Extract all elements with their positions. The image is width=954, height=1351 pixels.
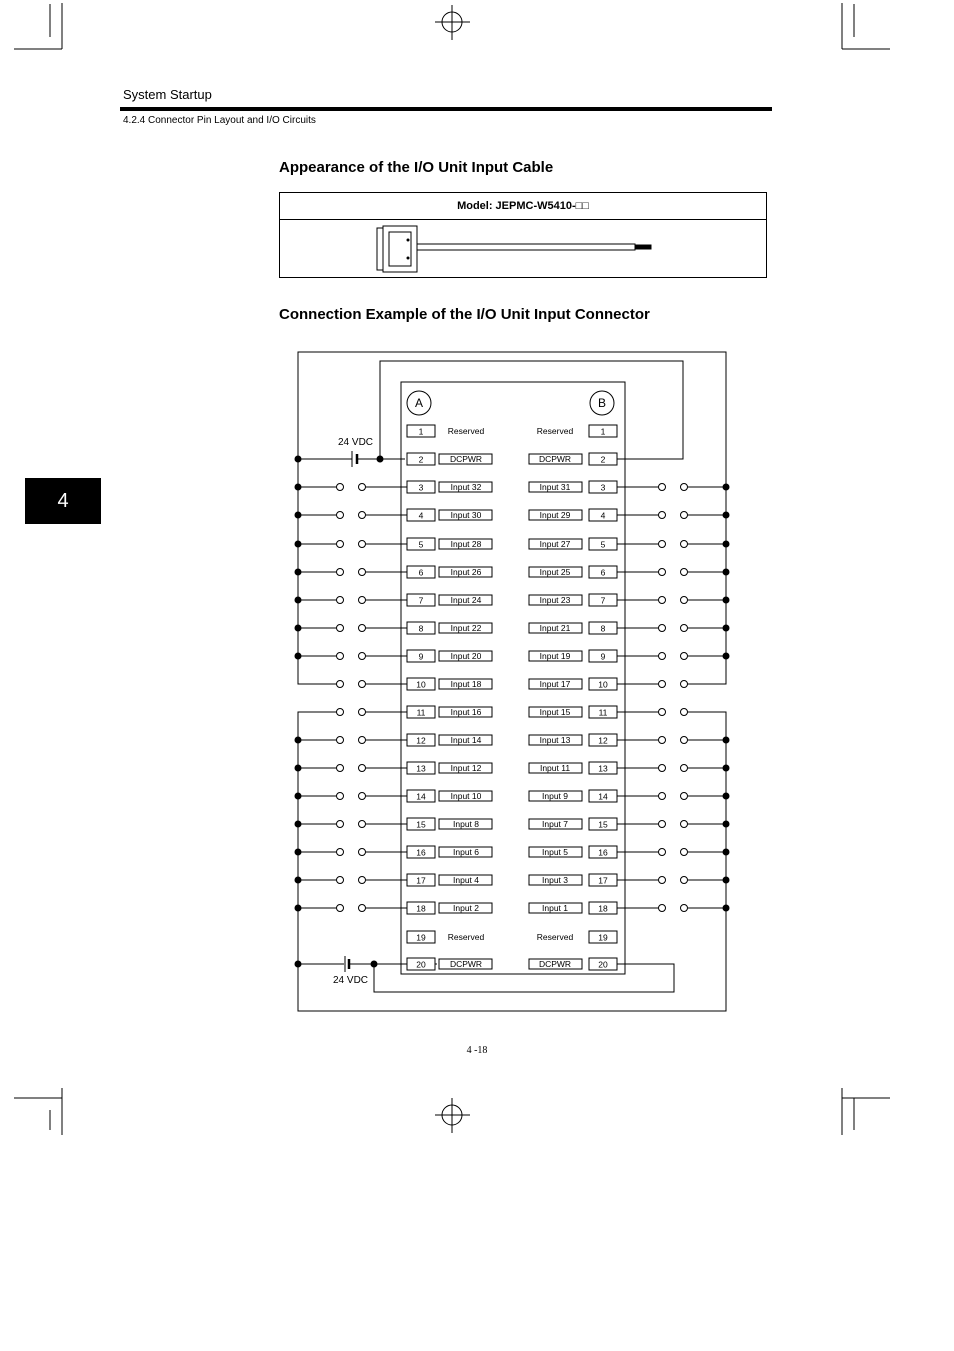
pin-number-a: 8 [418,623,424,634]
switch-contact [681,625,688,632]
pin-number-b: 8 [600,623,606,634]
signal-label-b: Input 3 [542,875,568,885]
running-header-title: System Startup [123,87,212,102]
switch-contact [681,512,688,519]
pin-number-b: 12 [598,735,608,746]
junction-dot [295,821,302,828]
pin-number-b: 2 [600,454,606,465]
model-label: Model: JEPMC-W5410-□□ [280,193,766,220]
switch-contact [359,793,366,800]
junction-dot [371,961,378,968]
pin-number-a: 9 [418,651,424,662]
signal-label-b: Input 15 [539,707,571,717]
signal-label-a: DCPWR [449,959,483,969]
switch-contact [359,541,366,548]
signal-label-b: Input 25 [539,567,571,577]
switch-contact [659,821,666,828]
signal-label-a: Input 4 [453,875,479,885]
switch-contact [659,905,666,912]
junction-dot [295,569,302,576]
switch-contact [681,709,688,716]
signal-label-a: Input 2 [453,903,479,913]
switch-contact [359,653,366,660]
signal-label-a: Input 24 [450,595,482,605]
junction-dot [295,905,302,912]
switch-contact [337,849,344,856]
switch-contact [659,625,666,632]
switch-contact [659,877,666,884]
switch-contact [337,541,344,548]
pin-number-b: 1 [600,426,606,437]
junction-dot [295,484,302,491]
row-b-label: B [597,396,607,410]
switch-contact [659,681,666,688]
junction-dot [295,625,302,632]
switch-contact [359,821,366,828]
pin-number-a: 5 [418,539,424,550]
junction-dot [295,877,302,884]
supply-label-bottom: 24 VDC [333,975,369,986]
pin-number-b: 19 [598,932,608,943]
junction-dot [295,597,302,604]
junction-dot [723,653,730,660]
switch-contact [359,569,366,576]
switch-contact [337,597,344,604]
signal-label-a: Input 32 [450,482,482,492]
switch-contact [337,569,344,576]
junction-dot [723,484,730,491]
junction-dot [723,849,730,856]
pin-number-a: 18 [416,903,426,914]
switch-contact [659,569,666,576]
signal-label-a: Input 22 [450,623,482,633]
switch-contact [359,737,366,744]
signal-label-b: DCPWR [538,959,572,969]
switch-contact [337,512,344,519]
switch-contact [359,512,366,519]
switch-contact [359,849,366,856]
pin-number-a: 16 [416,847,426,858]
switch-contact [359,484,366,491]
signal-label-b: Input 1 [542,903,568,913]
pin-number-b: 15 [598,819,608,830]
pin-number-a: 6 [418,567,424,578]
switch-contact [681,541,688,548]
signal-label-b: Reserved [536,426,574,436]
junction-dot [723,793,730,800]
right-bus-top [684,487,726,684]
pin-number-a: 15 [416,819,426,830]
junction-dot [723,569,730,576]
junction-dot [295,765,302,772]
signal-label-a: Input 12 [450,763,482,773]
switch-contact [359,709,366,716]
switch-contact [659,484,666,491]
pin-number-b: 14 [598,791,608,802]
signal-label-b: Input 5 [542,847,568,857]
signal-label-a: Input 8 [453,819,479,829]
chapter-tab: 4 [25,478,101,524]
junction-dot [723,625,730,632]
pin-number-a: 1 [418,426,424,437]
pin-number-a: 13 [416,763,426,774]
switch-contact [659,512,666,519]
signal-label-b: DCPWR [538,454,572,464]
switch-contact [659,597,666,604]
pin-number-a: 7 [418,595,424,606]
cable-heading: Appearance of the I/O Unit Input Cable [279,159,554,176]
junction-dot [723,737,730,744]
row-a-label: A [414,396,424,410]
signal-label-b: Input 31 [539,482,571,492]
pin-number-a: 17 [416,875,426,886]
signal-label-b: Input 23 [539,595,571,605]
switch-contact [659,653,666,660]
supply-label-top: 24 VDC [338,437,374,448]
switch-contact [681,737,688,744]
junction-dot [723,877,730,884]
switch-contact [337,765,344,772]
junction-dot [295,737,302,744]
pin-number-b: 18 [598,903,608,914]
signal-label-b: Input 13 [539,735,571,745]
switch-contact [659,849,666,856]
junction-dot [295,961,302,968]
pin-number-a: 2 [418,454,424,465]
pin-number-a: 20 [416,959,426,970]
switch-contact [681,484,688,491]
signal-label-b: Input 7 [542,819,568,829]
junction-dot [295,512,302,519]
signal-label-b: Input 17 [539,679,571,689]
switch-contact [681,597,688,604]
pin-number-b: 16 [598,847,608,858]
switch-contact [337,681,344,688]
signal-label-a: Input 20 [450,651,482,661]
signal-label-a: DCPWR [449,454,483,464]
pin-number-b: 7 [600,595,606,606]
switch-contact [359,625,366,632]
junction-dot [723,541,730,548]
switch-contact [659,793,666,800]
junction-dot [723,597,730,604]
signal-label-a: Input 26 [450,567,482,577]
switch-contact [337,653,344,660]
pin-number-a: 11 [416,707,426,718]
signal-label-a: Reserved [447,426,485,436]
switch-contact [337,905,344,912]
pin-number-a: 4 [418,510,424,521]
pin-number-b: 10 [598,679,608,690]
junction-dot [723,905,730,912]
switch-contact [359,877,366,884]
running-header-section: 4.2.4 Connector Pin Layout and I/O Circuits [123,115,316,126]
switch-contact [359,681,366,688]
signal-label-b: Input 29 [539,510,571,520]
junction-dot [295,849,302,856]
pin-number-a: 14 [416,791,426,802]
signal-label-a: Input 14 [450,735,482,745]
junction-dot [295,793,302,800]
switch-contact [337,709,344,716]
signal-label-b: Reserved [536,932,574,942]
switch-contact [681,569,688,576]
switch-contact [337,821,344,828]
pin-number-b: 13 [598,763,608,774]
pin-number-b: 4 [600,510,606,521]
junction-dot [295,541,302,548]
switch-contact [659,709,666,716]
pin-number-a: 19 [416,932,426,943]
junction-dot [723,821,730,828]
switch-contact [337,484,344,491]
pin-number-a: 10 [416,679,426,690]
signal-label-b: Input 27 [539,539,571,549]
signal-label-a: Input 6 [453,847,479,857]
page-number: 4 -18 [466,1045,488,1056]
pin-number-a: 12 [416,735,426,746]
pin-number-b: 5 [600,539,606,550]
pin-number-b: 3 [600,482,606,493]
bottom-outer-wire [298,712,726,1011]
switch-contact [681,849,688,856]
junction-dot [295,653,302,660]
pin-number-b: 9 [600,651,606,662]
switch-contact [359,765,366,772]
switch-contact [681,905,688,912]
switch-contact [659,765,666,772]
switch-contact [659,737,666,744]
switch-contact [337,737,344,744]
switch-contact [337,793,344,800]
switch-contact [681,681,688,688]
switch-contact [681,793,688,800]
junction-dot [377,456,384,463]
signal-label-b: Input 21 [539,623,571,633]
signal-label-a: Input 28 [450,539,482,549]
switch-contact [681,821,688,828]
switch-contact [659,541,666,548]
signal-label-a: Reserved [447,932,485,942]
signal-label-a: Input 30 [450,510,482,520]
signal-label-a: Input 18 [450,679,482,689]
pin-number-b: 11 [598,707,608,718]
switch-contact [359,597,366,604]
pin-number-a: 3 [418,482,424,493]
junction-dot [295,456,302,463]
switch-contact [359,905,366,912]
signal-label-b: Input 19 [539,651,571,661]
switch-contact [681,765,688,772]
signal-label-b: Input 9 [542,791,568,801]
junction-dot [723,512,730,519]
connection-heading: Connection Example of the I/O Unit Input Connector [279,306,650,323]
signal-label-a: Input 10 [450,791,482,801]
junction-dot [723,765,730,772]
top-outer-wire [298,352,726,487]
pin-number-b: 6 [600,567,606,578]
pin-number-b: 17 [598,875,608,886]
signal-label-b: Input 11 [539,763,571,773]
switch-contact [681,653,688,660]
switch-contact [337,625,344,632]
pin-number-b: 20 [598,959,608,970]
switch-contact [337,877,344,884]
switch-contact [681,877,688,884]
signal-label-a: Input 16 [450,707,482,717]
